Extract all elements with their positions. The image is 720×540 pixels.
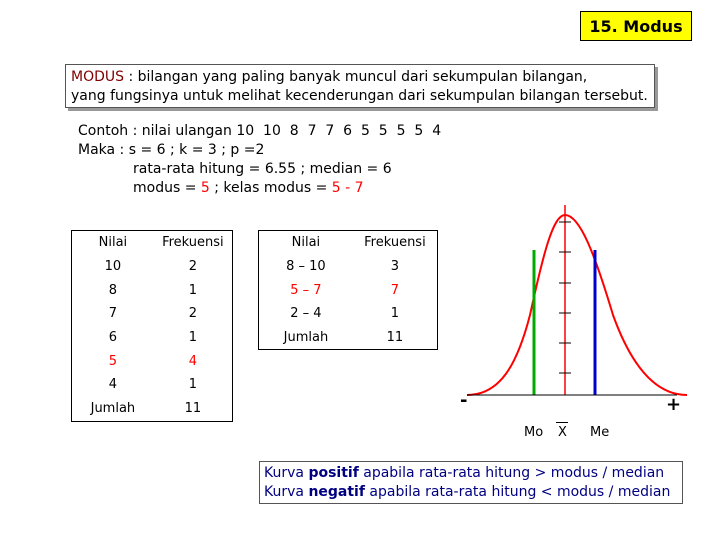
mode-axis-label: Mo	[524, 425, 544, 440]
mean-bar-symbol	[556, 422, 568, 423]
table-total-row	[259, 326, 438, 350]
cell-nilai: 10	[72, 255, 154, 279]
note-text: apabila rata-rata hitung > modus / median	[358, 465, 665, 481]
column-header-frekuensi: Frekuensi	[353, 231, 438, 255]
definition-text: : bilangan yang paling banyak muncul dari sekumpulan bilangan,	[124, 69, 588, 85]
cell-frekuensi: 4	[154, 349, 233, 373]
example-line-2: Maka : s = 6 ; k = 3 ; p =2	[78, 142, 265, 158]
cell-nilai: 5 – 7	[259, 278, 353, 302]
cell-nilai: 6	[72, 326, 154, 350]
cell-nilai: 8 – 10	[259, 255, 353, 279]
positive-sign: +	[666, 394, 682, 415]
frequency-table-class	[258, 230, 438, 350]
cell-frekuensi: 1	[154, 278, 233, 302]
table-header-row	[72, 231, 233, 255]
note-positive-term: positif	[308, 465, 359, 481]
distribution-curve-line	[467, 215, 687, 395]
table-row	[259, 278, 438, 302]
table-row	[259, 302, 438, 326]
example-block	[78, 122, 441, 198]
definition-line-2: yang fungsinya untuk melihat kecenderungan dari sekumpulan bilangan tersebut.	[71, 88, 648, 104]
median-axis-label: Me	[590, 425, 610, 440]
column-header-frekuensi: Frekuensi	[154, 231, 233, 255]
column-header-nilai: Nilai	[72, 231, 154, 255]
table-total-row	[72, 397, 233, 421]
frequency-table-class-body	[259, 231, 438, 350]
table-row	[72, 255, 233, 279]
table-row	[72, 349, 233, 373]
total-value: 11	[154, 397, 233, 421]
skewed-distribution-curve	[455, 195, 695, 405]
note-text: Kurva	[264, 484, 309, 500]
definition-term: MODUS	[71, 69, 125, 85]
cell-frekuensi: 1	[154, 373, 233, 397]
total-label: Jumlah	[259, 326, 353, 350]
note-line-positive	[264, 464, 678, 483]
total-value: 11	[353, 326, 438, 350]
mode-value: 5	[200, 180, 210, 196]
cell-frekuensi: 2	[154, 255, 233, 279]
cell-frekuensi: 2	[154, 302, 233, 326]
negative-sign: -	[460, 390, 468, 411]
table-header-row	[259, 231, 438, 255]
table-row	[72, 326, 233, 350]
slide-title: 15. Modus	[580, 11, 692, 41]
definition-line-1	[71, 68, 649, 87]
column-header-nilai: Nilai	[259, 231, 353, 255]
note-text: apabila rata-rata hitung < modus / median	[364, 484, 671, 500]
table-row	[72, 373, 233, 397]
mode-label: modus =	[133, 180, 201, 196]
cell-nilai: 5	[72, 349, 154, 373]
frequency-table-single	[71, 230, 233, 422]
cell-nilai: 4	[72, 373, 154, 397]
frequency-table-single-body	[72, 231, 233, 422]
total-label: Jumlah	[72, 397, 154, 421]
cell-frekuensi: 3	[353, 255, 438, 279]
mode-class-label: ; kelas modus =	[209, 180, 332, 196]
example-line-1: Contoh : nilai ulangan 10 10 8 7 7 6 5 5 5 5 4	[78, 123, 442, 139]
cell-nilai: 7	[72, 302, 154, 326]
table-row	[72, 302, 233, 326]
definition-box	[65, 64, 655, 108]
note-negative-term: negatif	[308, 484, 365, 500]
example-line-4	[78, 179, 441, 198]
cell-nilai: 8	[72, 278, 154, 302]
note-line-negative	[264, 483, 678, 502]
cell-frekuensi: 1	[353, 302, 438, 326]
mode-class-value: 5 - 7	[331, 180, 364, 196]
cell-frekuensi: 1	[154, 326, 233, 350]
example-line-3: rata-rata hitung = 6.55 ; median = 6	[133, 161, 392, 177]
table-row	[259, 255, 438, 279]
note-text: Kurva	[264, 465, 309, 481]
cell-nilai: 2 – 4	[259, 302, 353, 326]
mean-axis-label: X	[558, 425, 567, 440]
cell-frekuensi: 7	[353, 278, 438, 302]
skewness-note-box	[259, 461, 683, 504]
table-row	[72, 278, 233, 302]
